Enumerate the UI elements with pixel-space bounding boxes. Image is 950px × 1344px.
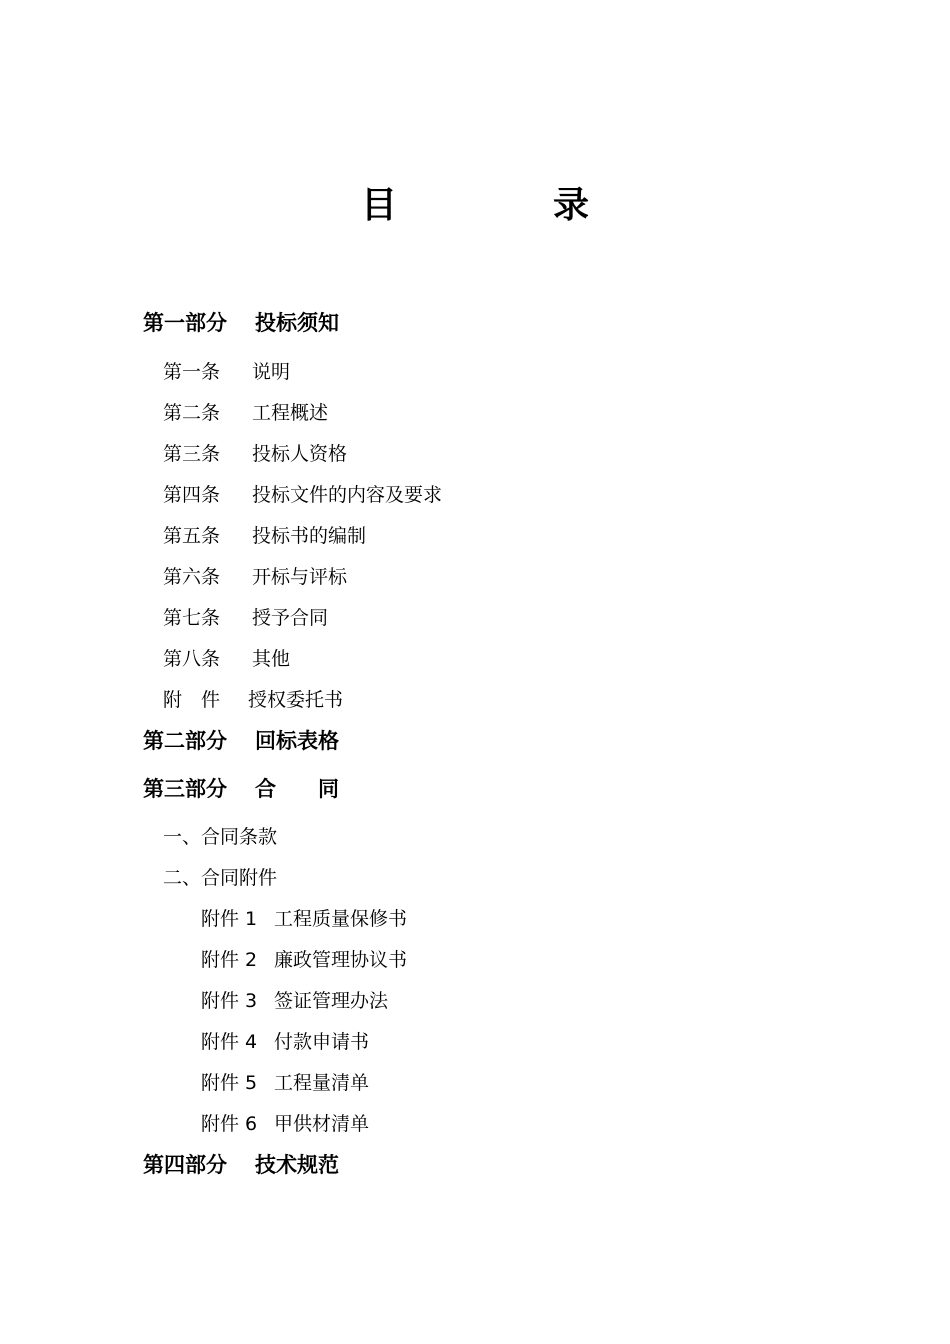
toc-section-contract-attachments: 二、合同附件: [163, 867, 278, 889]
article-title: 开标与评标: [252, 566, 348, 588]
part-number: 第一部分: [143, 311, 227, 335]
toc-title-char-2: 录: [553, 185, 590, 226]
article-number: 第三条: [163, 443, 221, 465]
part-number: 第四部分: [143, 1153, 227, 1177]
article-title: 工程概述: [252, 402, 329, 424]
part-number: 第二部分: [143, 729, 227, 753]
attachment-title: 付款申请书: [274, 1031, 370, 1053]
attachment-title: 工程质量保修书: [274, 908, 408, 930]
article-title: 投标人资格: [252, 443, 348, 465]
attachment-number: 附件 4: [201, 1031, 258, 1053]
part-number: 第三部分: [143, 777, 227, 801]
article-number: 第七条: [163, 607, 221, 629]
annex-label: 附 件: [163, 689, 221, 711]
part-title: 合 同: [255, 777, 339, 801]
article-title: 说明: [252, 361, 291, 383]
toc-title-char-1: 目: [361, 185, 398, 226]
article-number: 第五条: [163, 525, 221, 547]
attachment-number: 附件 6: [201, 1113, 258, 1135]
attachment-title: 廉政管理协议书: [274, 949, 408, 971]
attachment-title: 签证管理办法: [274, 990, 389, 1012]
article-title: 其他: [252, 648, 291, 670]
toc-section-contract-terms: 一、合同条款: [163, 826, 278, 848]
attachment-number: 附件 1: [201, 908, 258, 930]
attachment-title: 甲供材清单: [274, 1113, 370, 1135]
article-number: 第一条: [163, 361, 221, 383]
annex-title: 授权委托书: [248, 689, 344, 711]
part-title: 投标须知: [255, 311, 339, 335]
article-number: 第八条: [163, 648, 221, 670]
article-title: 投标文件的内容及要求: [252, 484, 443, 506]
article-number: 第二条: [163, 402, 221, 424]
attachment-title: 工程量清单: [274, 1072, 370, 1094]
attachment-number: 附件 3: [201, 990, 258, 1012]
part-title: 回标表格: [255, 729, 339, 753]
attachment-number: 附件 5: [201, 1072, 258, 1094]
attachment-number: 附件 2: [201, 949, 258, 971]
article-title: 授予合同: [252, 607, 329, 629]
article-number: 第四条: [163, 484, 221, 506]
part-title: 技术规范: [255, 1153, 339, 1177]
article-number: 第六条: [163, 566, 221, 588]
article-title: 投标书的编制: [252, 525, 367, 547]
